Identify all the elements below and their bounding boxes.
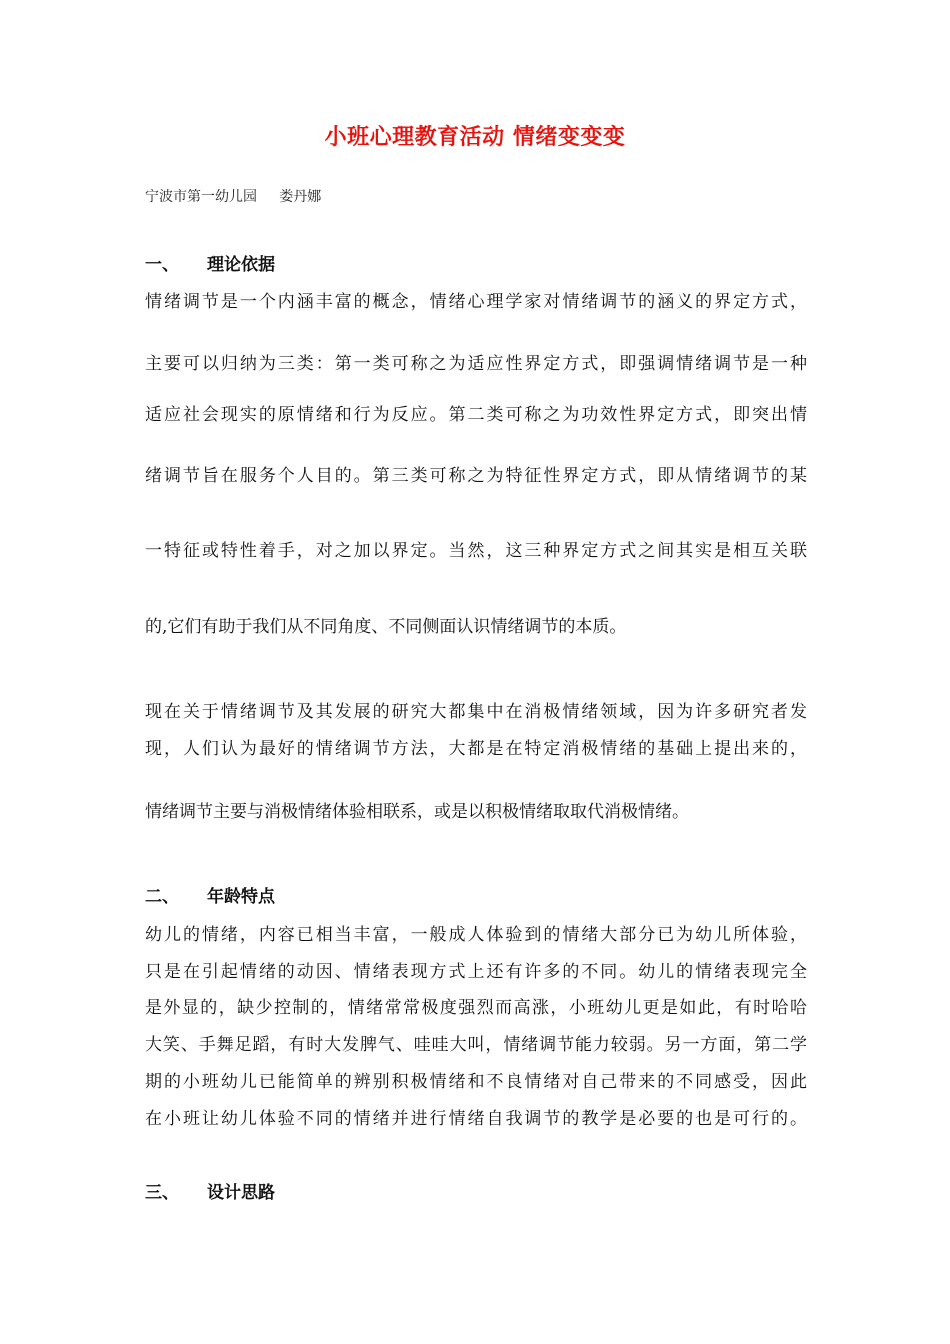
paragraph-line: 大笑、手舞足蹈，有时大发脾气、哇哇大叫，情绪调节能力较弱。另一方面，第二学 <box>145 1035 807 1055</box>
document-title: 小班心理教育活动 情绪变变变 <box>324 124 626 150</box>
paragraph-line: 幼儿的情绪，内容已相当丰富，一般成人体验到的情绪大部分已为幼儿所体验， <box>145 925 807 945</box>
paragraph-line: 现在关于情绪调节及其发展的研究大都集中在消极情绪领域，因为许多研究者发 <box>145 702 807 722</box>
section-number: 一、 <box>145 255 179 275</box>
paragraph-line: 绪调节旨在服务个人目的。第三类可称之为特征性界定方式，即从情绪调节的某 <box>145 466 807 486</box>
paragraph-line: 在小班让幼儿体验不同的情绪并进行情绪自我调节的教学是必要的也是可行的。 <box>145 1109 807 1129</box>
section-number: 三、 <box>145 1183 179 1203</box>
paragraph-line: 现，人们认为最好的情绪调节方法，大都是在特定消极情绪的基础上提出来的， <box>145 739 807 759</box>
paragraph-line: 情绪调节主要与消极情绪体验相联系，或是以积极情绪取取代消极情绪。 <box>145 802 689 822</box>
paragraph-line: 一特征或特性着手，对之加以界定。当然，这三种界定方式之间其实是相互关联 <box>145 541 807 561</box>
paragraph-line: 适应社会现实的原情绪和行为反应。第二类可称之为功效性界定方式，即突出情 <box>145 405 807 425</box>
paragraph-line: 情绪调节是一个内涵丰富的概念，情绪心理学家对情绪调节的涵义的界定方式， <box>145 292 807 312</box>
paragraph-line: 是外显的，缺少控制的，情绪常常极度强烈而高涨，小班幼儿更是如此，有时哈哈 <box>145 998 807 1018</box>
section-title: 设计思路 <box>207 1183 275 1203</box>
section-heading-2 <box>145 882 275 907</box>
section-heading-3 <box>145 1178 275 1203</box>
section-heading-1 <box>145 250 275 275</box>
section-number: 二、 <box>145 887 179 907</box>
paragraph-line: 只是在引起情绪的动因、情绪表现方式上还有许多的不同。幼儿的情绪表现完全 <box>145 962 807 982</box>
paragraph-line: 的,它们有助于我们从不同角度、不同侧面认识情绪调节的本质。 <box>145 617 627 637</box>
section-title: 年龄特点 <box>207 887 275 907</box>
author-line: 宁波市第一幼儿园 娄丹娜 <box>145 189 322 205</box>
paragraph-line: 主要可以归纳为三类：第一类可称之为适应性界定方式，即强调情绪调节是一种 <box>145 354 807 374</box>
section-title: 理论依据 <box>207 255 275 275</box>
paragraph-line: 期的小班幼儿已能简单的辨别积极情绪和不良情绪对自己带来的不同感受，因此 <box>145 1072 807 1092</box>
